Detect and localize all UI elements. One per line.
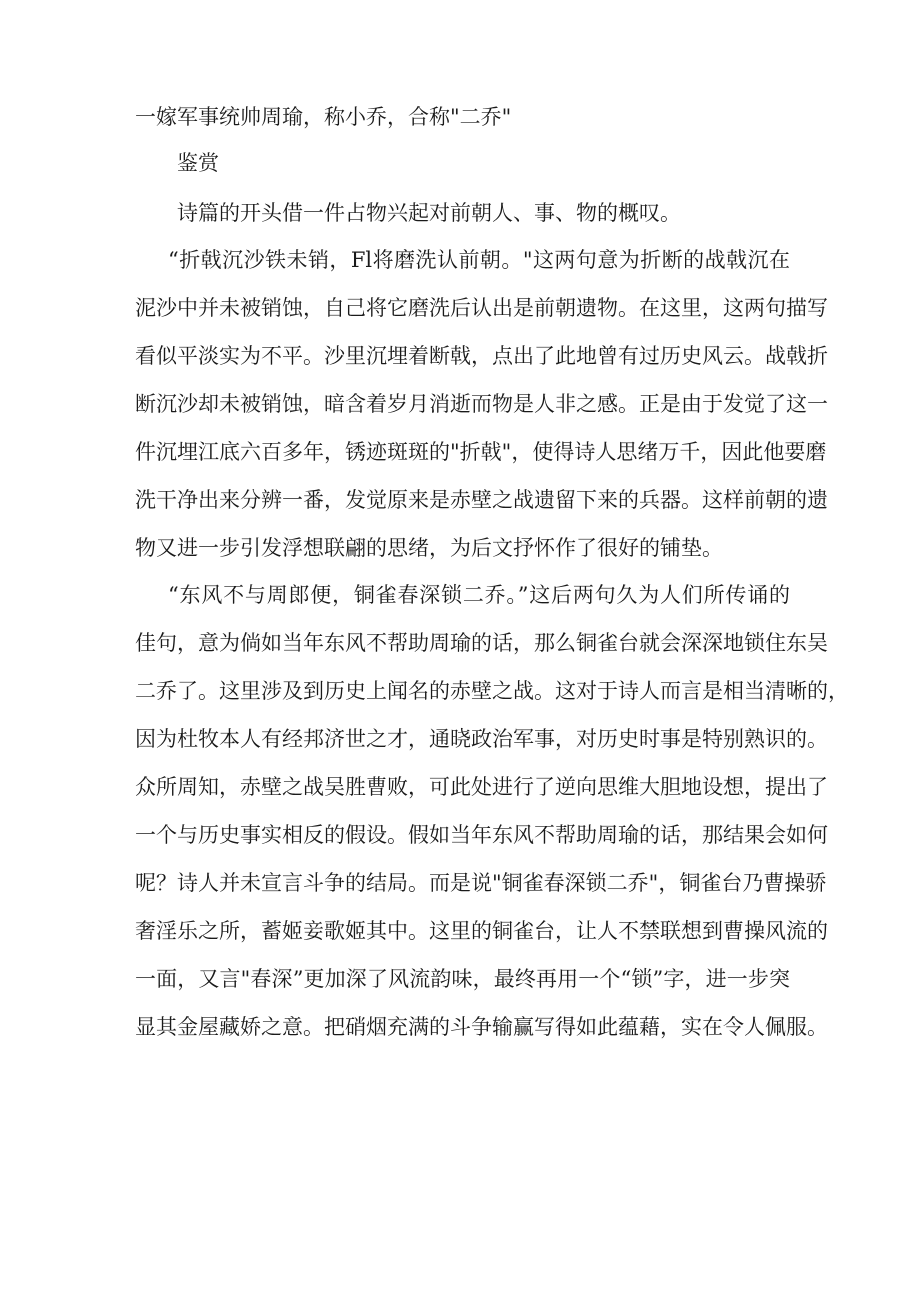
text-line: 一嫁军事统帅周瑜，称小乔，合称"二乔": [135, 105, 512, 129]
section-heading: 鉴赏: [177, 151, 219, 175]
text-line: 众所周知，赤壁之战吴胜曹败，可此处进行了逆向思维大胆地设想，提出了: [135, 775, 828, 799]
text-line: 件沉埋江底六百多年，锈迹斑斑的"折戟"，使得诗人思绪万千，因此他要磨: [135, 440, 827, 464]
text-line: 诗篇的开头借一件占物兴起对前朝人、事、物的概叹。: [177, 201, 681, 225]
text-line: 呢？诗人并未宣言斗争的结局。而是说"铜雀春深锁二乔"，铜雀台乃曹操骄: [135, 871, 827, 895]
text-line: 一个与历史事实相反的假设。假如当年东风不帮助周瑜的话，那结果会如何: [135, 823, 828, 847]
text-line: 佳句，意为倘如当年东风不帮助周瑜的话，那么铜雀台就会深深地锁住东吴: [135, 631, 828, 655]
text-line: 物又进一步引发浮想联翩的思绪，为后文抒怀作了很好的铺垫。: [135, 536, 723, 560]
text-line: 断沉沙却未被销蚀，暗含着岁月消逝而物是人非之感。正是由于发觉了这一: [135, 392, 828, 416]
text-line: 二乔了。这里涉及到历史上闻名的赤壁之战。这对于诗人而言是相当清晰的，: [135, 679, 849, 703]
text-line: 看似平淡实为不平。沙里沉埋着断戟，点出了此地曾有过历史风云。战戟折: [135, 344, 828, 368]
text-line: “折戟沉沙铁未销，Fl将磨洗认前朝。"这两句意为折断的战戟沉在: [168, 248, 790, 272]
text-line: 显其金屋藏娇之意。把硝烟充满的斗争输赢写得如此蕴藉，实在令人佩服。: [135, 1015, 828, 1039]
text-line: “东风不与周郎便，铜雀春深锁二乔。”这后两句久为人们所传诵的: [168, 583, 790, 607]
text-line: 奢淫乐之所，蓄姬妾歌姬其中。这里的铜雀台，让人不禁联想到曹操风流的: [135, 919, 828, 943]
text-line: 因为杜牧本人有经邦济世之才，通晓政治军事，对历史时事是特别熟识的。: [135, 727, 828, 751]
text-line: 洗干净出来分辨一番，发觉原来是赤壁之战遗留下来的兵器。这样前朝的遗: [135, 488, 828, 512]
text-line: 泥沙中并未被销蚀，自己将它磨洗后认出是前朝遗物。在这里，这两句描写: [135, 296, 828, 320]
text-line: 一面，又言"春深”更加深了风流韵味，最终再用一个“锁”字，进一步突: [135, 967, 790, 991]
